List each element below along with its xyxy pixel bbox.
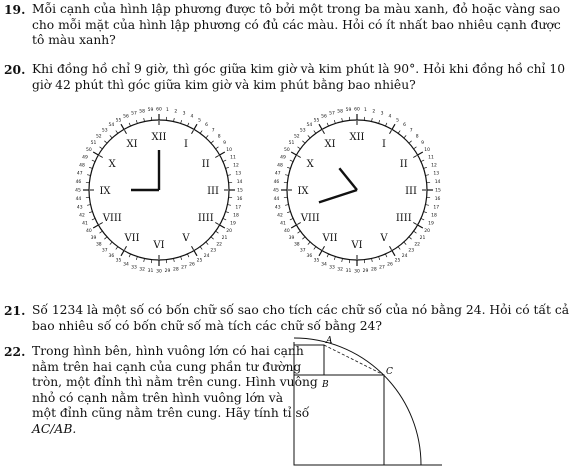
clock-minute-label: 50 <box>283 148 290 153</box>
clock-minute-label: 15 <box>435 188 441 194</box>
clock-tick <box>220 152 225 155</box>
clock-tick <box>216 147 219 149</box>
clock-tick <box>194 251 197 256</box>
clock-minute-label: 49 <box>280 155 286 161</box>
clock-tick <box>92 160 95 161</box>
clock-minute-label: 12 <box>233 163 239 169</box>
clock-tick <box>314 247 316 250</box>
clock-minute-label: 37 <box>101 248 108 254</box>
clock-hour-mark <box>323 246 325 249</box>
problem-text-line: nhỏ có cạnh nằm trên hình vuông lớn và <box>32 390 284 405</box>
clock-minute-label: 58 <box>139 109 146 115</box>
clock-hour-mark <box>413 156 416 158</box>
clock-tick <box>298 147 301 149</box>
clock-tick <box>308 135 310 138</box>
clock-minute-label: 30 <box>354 269 360 275</box>
clock-tick <box>116 247 118 250</box>
clock-tick <box>174 118 175 121</box>
problem-text-line: nằm trên hai cạnh của cung phần tư đường <box>32 359 302 374</box>
clock-tick <box>421 160 424 161</box>
clock-minute-label: 42 <box>277 213 283 219</box>
clock-hour-mark <box>215 223 218 225</box>
clock-left <box>73 104 245 276</box>
problem-number: 20. <box>4 62 26 77</box>
clock-hour-numeral: II <box>399 159 408 170</box>
clock-tick <box>409 237 412 239</box>
clock-minute-label: 3 <box>182 111 186 117</box>
clock-tick <box>129 123 130 126</box>
clock-tick <box>291 225 296 228</box>
clock-minute-label: 25 <box>394 258 401 264</box>
clock-minute-label: 29 <box>362 269 369 275</box>
clock-minute-label: 2 <box>174 109 178 115</box>
problem-20 <box>4 62 566 96</box>
clock-minute-label: 57 <box>329 111 335 117</box>
clock-minute-label: 46 <box>75 180 82 186</box>
clock-minute-label: 46 <box>273 180 280 186</box>
clock-tick <box>110 242 112 245</box>
clock-tick <box>302 141 305 143</box>
clock-minute-label: 44 <box>273 196 280 202</box>
clock-tick <box>424 167 427 168</box>
clock-hour-numeral: VI <box>351 240 363 251</box>
clock-minute-label: 52 <box>95 134 102 140</box>
clock-minute-label: 35 <box>313 258 320 264</box>
problem-text-line: bao nhiêu số có bốn chữ số mà tích các chữ số bằng 24? <box>32 318 382 333</box>
label-b: B <box>322 380 329 390</box>
clock-hour-mark <box>413 223 416 225</box>
clock-tick <box>372 258 373 261</box>
clock-minute-label: 7 <box>211 128 215 134</box>
clock-minute-label: 30 <box>156 269 162 275</box>
clock-minute-label: 20 <box>226 229 233 234</box>
small-square <box>294 345 324 375</box>
clock-minute-label: 19 <box>428 221 434 227</box>
clock-minute-label: 11 <box>230 155 236 161</box>
clock-tick <box>144 118 145 121</box>
clock-tick <box>287 212 290 213</box>
clock-minute-label: 28 <box>172 267 179 273</box>
clock-minute-label: 14 <box>236 180 243 186</box>
clock-minute-label: 43 <box>274 205 281 211</box>
clock-minute-label: 36 <box>306 254 313 260</box>
clock-minute-label: 21 <box>221 236 228 242</box>
clock-tick <box>285 175 288 176</box>
clock-minute-label: 10 <box>424 148 431 153</box>
clock-tick <box>342 118 343 121</box>
clock-hour-mark <box>215 156 218 158</box>
clock-tick <box>129 254 130 257</box>
clock-tick <box>425 205 428 206</box>
clock-tick <box>200 247 202 250</box>
clock-tick <box>223 160 226 161</box>
clock-hour-numeral: XI <box>126 139 138 151</box>
clock-minute-label: 45 <box>273 188 279 194</box>
clock-minute-label: 44 <box>75 196 82 202</box>
clock-minute-label: 45 <box>75 188 81 194</box>
clock-tick <box>302 237 305 239</box>
problem-text-line: Khi đồng hồ chỉ 9 giờ, thì góc giữa kim giờ và kim phút là 90°. Hỏi khi đồng hồ chỉ 10 <box>32 62 566 76</box>
clock-hour-numeral: VIII <box>300 213 320 224</box>
clock-tick <box>418 152 423 155</box>
clock-hour-mark <box>390 130 392 133</box>
clock-hour-mark <box>323 130 325 133</box>
clock-minute-label: 19 <box>230 221 236 227</box>
clock-tick <box>372 118 373 121</box>
problem-text-line: một đỉnh cũng nằm trên cung. Hãy tính tỉ số <box>32 406 310 421</box>
clock-minute-label: 51 <box>288 140 295 146</box>
clock-minute-label: 1 <box>166 107 169 113</box>
clock-tick <box>398 247 400 250</box>
clock-minute-label: 34 <box>123 262 129 268</box>
clock-minute-label: 38 <box>293 242 300 248</box>
clock-minute-label: 22 <box>216 242 223 248</box>
clock-tick <box>379 120 380 123</box>
clock-minute-label: 2 <box>372 109 376 115</box>
clock-tick <box>100 147 103 149</box>
clock-tick <box>298 231 301 233</box>
clock-minute-label: 33 <box>329 265 335 271</box>
problem-text-line: tô màu xanh? <box>32 33 116 48</box>
problem-text-line: Số 1234 là một số có bốn chữ số sao cho tích các chữ số của nó bằng 24. Hỏi có tất cả <box>32 303 569 317</box>
clock-minute-label: 4 <box>388 114 392 120</box>
clock-minute-label: 3 <box>380 111 384 117</box>
clock-tick <box>227 205 230 206</box>
clock-minute-hand <box>319 190 357 202</box>
clock-tick <box>220 225 225 228</box>
clock-tick <box>421 218 424 219</box>
clock-tick <box>136 120 137 123</box>
clock-minute-label: 60 <box>156 107 162 113</box>
label-a: A <box>326 336 333 346</box>
clock-minute-label: 34 <box>321 262 327 268</box>
clock-minute-label: 13 <box>433 171 440 177</box>
clock-minute-label: 53 <box>101 128 108 134</box>
clock-minute-label: 9 <box>421 140 424 146</box>
figure-22 <box>290 334 450 468</box>
clock-hour-numeral: IIII <box>197 213 214 224</box>
clock-minute-label: 31 <box>147 269 154 275</box>
clock-minute-label: 40 <box>283 229 290 234</box>
clock-minute-label: 49 <box>82 155 88 161</box>
clock-minute-label: 16 <box>434 196 441 202</box>
clock-tick <box>227 175 230 176</box>
clock-tick <box>314 131 316 134</box>
clock-hour-mark <box>192 246 194 249</box>
clock-minute-label: 8 <box>217 134 221 140</box>
clock-tick <box>144 258 145 261</box>
clock-hour-numeral: X <box>306 159 314 170</box>
clock-minute-label: 26 <box>387 262 393 268</box>
clock-tick <box>104 141 107 143</box>
clock-tick <box>216 231 219 233</box>
clock-tick <box>174 258 175 261</box>
clock-tick <box>385 254 386 257</box>
clock-tick <box>194 124 197 129</box>
clock-minute-label: 29 <box>164 269 171 275</box>
clock-minute-label: 20 <box>424 229 431 234</box>
clock-tick <box>211 237 214 239</box>
clock-minute-label: 27 <box>379 265 385 271</box>
clock-minute-label: 48 <box>277 163 283 169</box>
clock-minute-label: 25 <box>196 258 203 264</box>
clock-tick <box>89 167 92 168</box>
clock-minute-label: 43 <box>76 205 83 211</box>
quarter-circle-arc <box>294 338 421 465</box>
clock-minute-label: 54 <box>306 122 313 128</box>
problem-19 <box>4 2 561 50</box>
problem-21 <box>4 303 569 337</box>
clock-minute-label: 8 <box>415 134 419 140</box>
clock-tick <box>404 242 406 245</box>
clock-minute-label: 35 <box>115 258 122 264</box>
clock-hour-numeral: VII <box>322 232 338 244</box>
problem-number: 21. <box>4 303 26 318</box>
label-c: C <box>386 367 393 377</box>
clock-minute-label: 10 <box>226 148 233 153</box>
clock-hour-numeral: VIII <box>102 213 122 224</box>
clock-minute-label: 4 <box>190 114 194 120</box>
clock-minute-label: 6 <box>205 122 209 128</box>
clock-hour-numeral: XII <box>349 132 365 143</box>
clock-hour-numeral: I <box>184 139 188 151</box>
clock-tick <box>319 124 322 129</box>
problem-text-line: Mỗi cạnh của hình lập phương được tô bởi một trong ba màu xanh, đỏ hoặc vàng sao <box>32 2 561 16</box>
problem-text-line: cho mỗi mặt của hình lập phương có đủ các màu. Hỏi có ít nhất bao nhiêu cạnh được <box>32 17 561 32</box>
clock-tick <box>425 175 428 176</box>
clock-minute-label: 48 <box>79 163 85 169</box>
clock-minute-label: 37 <box>299 248 306 254</box>
clock-hour-numeral: V <box>380 232 388 244</box>
clock-tick <box>187 123 188 126</box>
clock-tick <box>414 147 417 149</box>
clock-minute-label: 13 <box>235 171 242 177</box>
clock-tick <box>291 152 296 155</box>
clock-minute-label: 28 <box>370 267 377 273</box>
clock-hour-mark <box>297 156 300 158</box>
clock-minute-label: 32 <box>337 267 344 273</box>
clock-minute-label: 21 <box>419 236 426 242</box>
clock-tick <box>342 258 343 261</box>
clock-minute-label: 6 <box>403 122 407 128</box>
clock-tick <box>226 212 229 213</box>
clock-hour-mark <box>192 130 194 133</box>
clock-minute-label: 9 <box>223 140 226 146</box>
segment-ac <box>324 345 384 375</box>
clock-minute-label: 31 <box>345 269 352 275</box>
clock-tick <box>223 218 226 219</box>
clock-minute-label: 18 <box>233 213 239 219</box>
clock-tick <box>110 135 112 138</box>
problem-text-line: giờ 42 phút thì góc giữa kim giờ và kim phút bằng bao nhiêu? <box>32 77 416 92</box>
clock-hour-numeral: IIII <box>395 213 412 224</box>
clock-tick <box>93 225 98 228</box>
clock-minute-label: 53 <box>299 128 306 134</box>
clock-tick <box>285 205 288 206</box>
clock-minute-label: 50 <box>85 148 92 153</box>
clock-hour-mark <box>99 156 102 158</box>
clock-hour-numeral: VII <box>124 232 140 244</box>
clock-tick <box>290 218 293 219</box>
clock-minute-label: 1 <box>364 107 367 113</box>
clock-minute-label: 24 <box>401 254 408 260</box>
clock-hour-numeral: I <box>382 139 386 151</box>
clock-tick <box>398 131 400 134</box>
clock-hour-mark <box>390 246 392 249</box>
problem-text-line: Trong hình bên, hình vuông lớn có hai cạnh <box>32 344 304 358</box>
clock-tick <box>92 218 95 219</box>
clock-hour-hand <box>339 168 357 190</box>
clock-minute-label: 24 <box>203 254 210 260</box>
clock-tick <box>89 212 92 213</box>
clock-tick <box>136 257 137 260</box>
large-square <box>294 375 384 465</box>
clock-minute-label: 12 <box>431 163 437 169</box>
clock-minute-label: 59 <box>345 107 352 113</box>
clock-tick <box>87 205 90 206</box>
clock-minute-label: 57 <box>131 111 137 117</box>
problem-number: 19. <box>4 2 26 17</box>
clock-minute-label: 15 <box>237 188 243 194</box>
clock-tick <box>414 231 417 233</box>
clock-minute-label: 14 <box>434 180 441 186</box>
clock-hour-numeral: XI <box>324 139 336 151</box>
clock-hour-numeral: X <box>108 159 116 170</box>
clock-hour-mark <box>125 246 127 249</box>
clock-hour-numeral: V <box>182 232 190 244</box>
clock-tick <box>424 212 427 213</box>
clock-tick <box>308 242 310 245</box>
clock-minute-label: 16 <box>236 196 243 202</box>
clock-tick <box>181 120 182 123</box>
clock-minute-label: 18 <box>431 213 437 219</box>
clock-minute-label: 55 <box>115 118 122 124</box>
clock-minute-label: 22 <box>414 242 421 248</box>
clock-minute-label: 7 <box>409 128 413 134</box>
clock-minute-label: 59 <box>147 107 154 113</box>
clock-minute-label: 51 <box>90 140 97 146</box>
clock-minute-label: 41 <box>82 221 88 227</box>
clock-tick <box>385 123 386 126</box>
clock-hour-numeral: VI <box>153 240 165 251</box>
problem-text-line: tròn, một đỉnh thì nằm trên cung. Hình vuông <box>32 375 318 390</box>
clock-minute-label: 5 <box>396 118 399 124</box>
clock-tick <box>200 131 202 134</box>
clock-tick <box>392 124 395 129</box>
clock-hour-numeral: IX <box>297 186 309 197</box>
clock-minute-label: 41 <box>280 221 286 227</box>
clock-tick <box>121 251 124 256</box>
clock-tick <box>418 225 423 228</box>
clock-tick <box>100 231 103 233</box>
clock-minute-label: 55 <box>313 118 320 124</box>
clock-hour-numeral: IX <box>99 186 111 197</box>
clock-tick <box>116 131 118 134</box>
clock-hour-numeral: II <box>201 159 210 170</box>
clock-hour-numeral: III <box>405 186 417 197</box>
clock-tick <box>211 141 214 143</box>
clock-minute-label: 47 <box>274 171 281 177</box>
clock-hour-numeral: XII <box>151 132 167 143</box>
clock-tick <box>334 257 335 260</box>
clock-tick <box>334 120 335 123</box>
clock-tick <box>409 141 412 143</box>
clock-minute-label: 52 <box>293 134 300 140</box>
clock-minute-label: 56 <box>123 114 129 120</box>
clock-hour-mark <box>125 130 127 133</box>
problem-22 <box>4 344 318 444</box>
clock-tick <box>87 175 90 176</box>
clock-tick <box>93 152 98 155</box>
clock-minute-label: 38 <box>95 242 102 248</box>
clock-minute-label: 23 <box>210 248 217 254</box>
clock-minute-label: 39 <box>90 236 97 242</box>
problem-number: 22. <box>4 344 26 359</box>
clock-tick <box>226 167 229 168</box>
clock-tick <box>379 257 380 260</box>
clock-minute-label: 54 <box>108 122 115 128</box>
problem-text-line: AC/AB. <box>32 422 77 436</box>
clock-minute-label: 40 <box>85 229 92 234</box>
clock-tick <box>121 124 124 129</box>
clock-minute-label: 39 <box>288 236 295 242</box>
clock-minute-label: 27 <box>181 265 187 271</box>
clock-tick <box>319 251 322 256</box>
clock-minute-label: 11 <box>428 155 434 161</box>
clock-minute-label: 32 <box>139 267 146 273</box>
clock-minute-label: 58 <box>337 109 344 115</box>
clock-minute-label: 56 <box>321 114 327 120</box>
clock-tick <box>327 123 328 126</box>
clock-hour-numeral: III <box>207 186 219 197</box>
clock-minute-label: 26 <box>189 262 195 268</box>
clock-tick <box>206 135 208 138</box>
clock-tick <box>392 251 395 256</box>
clock-minute-label: 36 <box>108 254 115 260</box>
clock-right <box>271 104 443 276</box>
clock-minute-label: 33 <box>131 265 137 271</box>
clock-tick <box>327 254 328 257</box>
clock-tick <box>181 257 182 260</box>
clock-tick <box>187 254 188 257</box>
clock-minute-label: 5 <box>198 118 201 124</box>
clock-tick <box>206 242 208 245</box>
clock-tick <box>104 237 107 239</box>
clock-minute-label: 47 <box>76 171 83 177</box>
clock-minute-label: 17 <box>235 205 242 211</box>
clock-minute-label: 60 <box>354 107 360 113</box>
clock-tick <box>287 167 290 168</box>
clock-minute-label: 17 <box>433 205 440 211</box>
clock-minute-label: 23 <box>408 248 415 254</box>
clock-tick <box>404 135 406 138</box>
clock-minute-label: 42 <box>79 213 85 219</box>
clock-tick <box>290 160 293 161</box>
